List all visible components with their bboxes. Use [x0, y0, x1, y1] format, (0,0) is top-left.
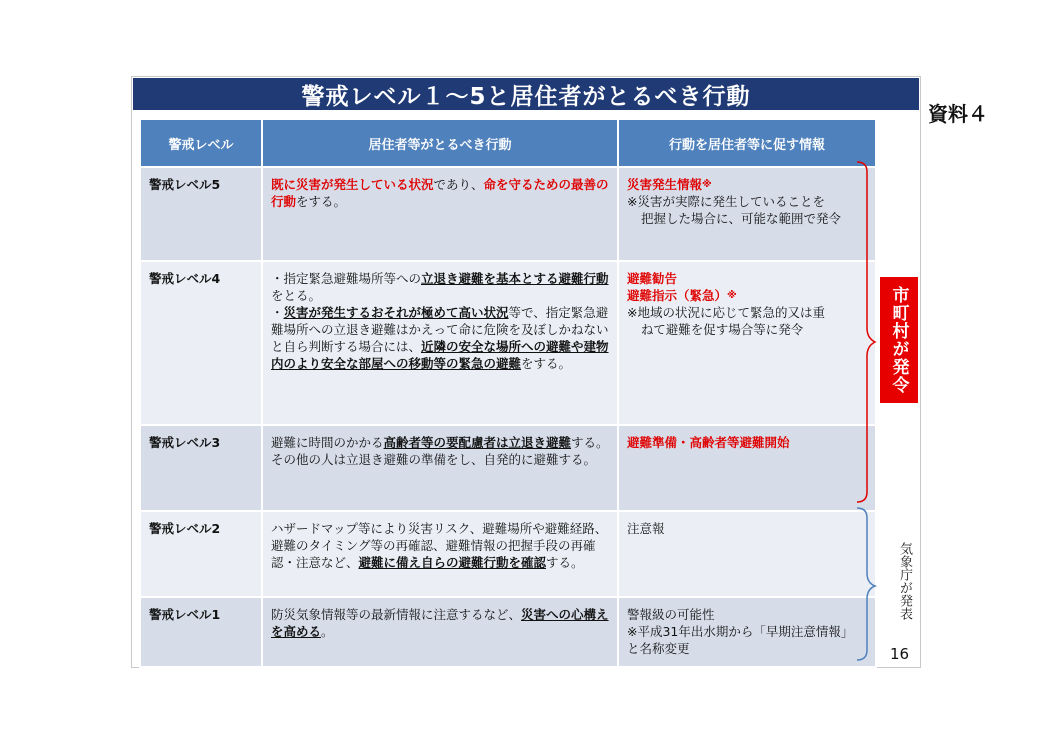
action-text: 避難に時間のかかる: [271, 435, 384, 450]
info-cell: [618, 597, 876, 667]
action-emphasis: 避難に備え自らの避難行動を確認: [358, 555, 547, 570]
header-level: 警戒レベル: [140, 119, 262, 167]
info-cell: [618, 167, 876, 261]
info-title: 災害発生情報: [627, 177, 703, 192]
table-header-row: [140, 119, 876, 167]
side-braces: [855, 158, 885, 668]
action-cell: [262, 261, 618, 425]
action-emphasis: 災害が発生するおそれが極めて高い状況: [283, 305, 509, 320]
action-emphasis: 立退き避難を基本とする避難行動: [421, 271, 609, 286]
page-number: 16: [890, 645, 910, 663]
info-note-mark: ※: [727, 290, 737, 301]
action-emphasis: 近隣の安全な場所への避難や建物内のより安全な部屋への移動等の緊急の避難: [271, 339, 609, 371]
action-emphasis: 命を守るための最善の行動: [271, 177, 609, 209]
action-text: をとる。: [271, 288, 322, 303]
action-text: であり、: [433, 177, 484, 192]
action-text: する。: [546, 555, 584, 570]
info-title: 避難指示（緊急）: [627, 288, 728, 303]
action-text: ハザードマップ等により災害リスク、避難場所や避難経路、避難のタイミング等の再確認、避難情報の把握手段の再確認・注意など、: [271, 521, 608, 570]
action-emphasis: 高齢者等の要配慮者は立退き避難: [383, 435, 572, 450]
municipality-issue-label: 市町村が発令: [880, 277, 918, 403]
info-note: 把握した場合に、可能な範囲で発令: [641, 211, 842, 226]
table-row-level5: [140, 167, 876, 261]
action-text: する。その他の人は立退き避難の準備をし、自発的に避難する。: [271, 435, 609, 467]
info-title: 避難勧告: [627, 271, 678, 286]
action-text: 等で、指定緊急避難場所への立退き避難はかえって命に危険を及ぼしかねないと自ら判断する場合には、: [271, 305, 609, 354]
info-note-mark: ※: [702, 179, 712, 190]
action-emphasis: 災害への心構えを高める: [271, 607, 609, 639]
action-text: ・: [271, 305, 284, 320]
action-text: 。: [321, 624, 334, 639]
action-text: ・指定緊急避難場所等への: [271, 271, 422, 286]
info-note: ※平成31年出水期から「早期注意情報」: [627, 624, 854, 639]
document-label: 資料４: [928, 102, 988, 126]
table-row-level4: [140, 261, 876, 425]
action-cell: [262, 425, 618, 511]
action-emphasis: 既に災害が発生している状況: [271, 177, 434, 192]
info-title: 避難準備・高齢者等避難開始: [627, 435, 790, 450]
action-text: 防災気象情報等の最新情報に注意するなど、: [271, 607, 522, 622]
info-note: と名称変更: [627, 641, 690, 656]
level-cell: 警戒レベル5: [140, 167, 262, 261]
jma-issue-label: 気象庁が発表: [897, 542, 912, 620]
info-title: 警報級の可能性: [627, 607, 715, 622]
table-row-level2: [140, 511, 876, 597]
header-info: 行動を居住者等に促す情報: [618, 119, 876, 167]
action-text: をする。: [296, 194, 347, 209]
level-cell: 警戒レベル3: [140, 425, 262, 511]
info-cell: [618, 511, 876, 597]
slide-title: 警戒レベル１～5と居住者がとるべき行動: [133, 78, 919, 110]
action-cell: [262, 511, 618, 597]
info-note: ねて避難を促す場合等に発令: [641, 322, 804, 337]
info-cell: [618, 425, 876, 511]
info-cell: [618, 261, 876, 425]
level-cell: 警戒レベル2: [140, 511, 262, 597]
level-cell: 警戒レベル1: [140, 597, 262, 667]
info-note: ※災害が実際に発生していることを: [627, 194, 825, 209]
alert-level-table: [139, 118, 877, 668]
action-text: をする。: [521, 356, 572, 371]
level-cell: 警戒レベル4: [140, 261, 262, 425]
jma-brace: [857, 508, 875, 660]
action-cell: [262, 597, 618, 667]
info-note: ※地域の状況に応じて緊急的又は重: [627, 305, 825, 320]
table-row-level3: [140, 425, 876, 511]
table-row-level1: [140, 597, 876, 667]
municipality-brace: [857, 162, 875, 502]
header-action: 居住者等がとるべき行動: [262, 119, 618, 167]
info-title: 注意報: [627, 521, 665, 536]
action-cell: [262, 167, 618, 261]
